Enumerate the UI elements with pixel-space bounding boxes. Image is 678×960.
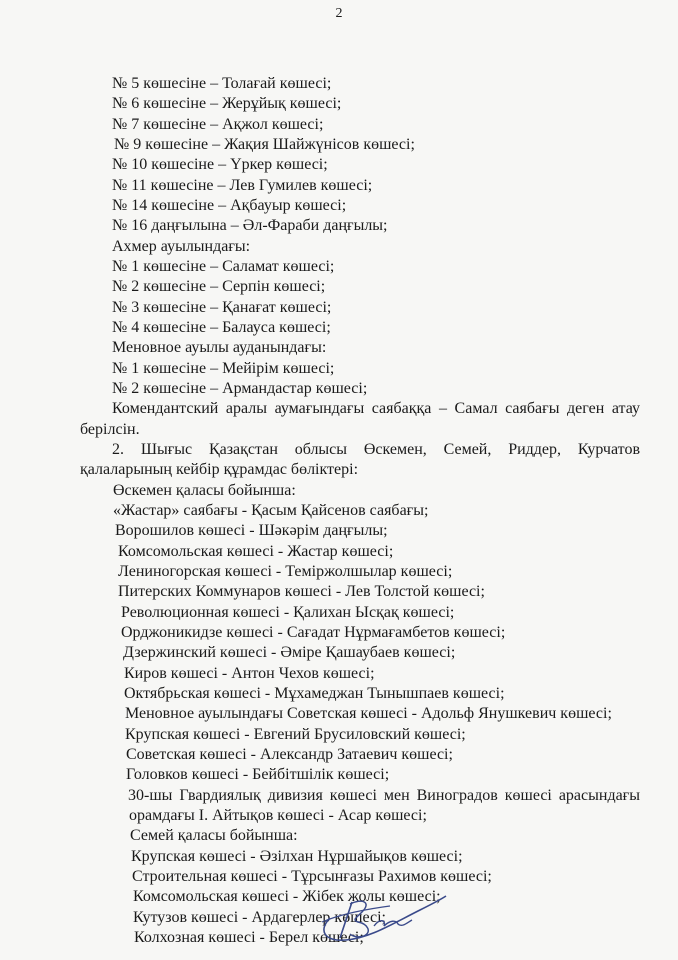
text-line: Крупская көшесі - Әзілхан Нұршайықов көшесі; bbox=[131, 847, 463, 865]
text-line: Колхозная көшесі - Берел көшесі; bbox=[134, 929, 364, 946]
text-line: Киров көшесі - Антон Чехов көшесі; bbox=[124, 664, 375, 682]
text-line: № 1 көшесіне – Мейірім көшесі; bbox=[112, 359, 335, 377]
signature-icon bbox=[300, 880, 450, 950]
text-line: № 11 көшесіне – Лев Гумилев көшесі; bbox=[112, 176, 373, 194]
text-line: Революционная көшесі - Қалихан Ысқақ көшесі; bbox=[121, 603, 455, 621]
text-line: Семей қаласы бойынша: bbox=[130, 827, 298, 845]
text-line: № 1 көшесіне – Саламат көшесі; bbox=[112, 258, 335, 275]
text-line: Комсомольская көшесі - Жастар көшесі; bbox=[118, 542, 394, 560]
text-line: Ахмер ауылындағы: bbox=[112, 237, 251, 255]
text-line: Меновное ауылы ауданындағы: bbox=[112, 339, 327, 357]
text-line: № 10 көшесіне – Үркер көшесі; bbox=[112, 156, 328, 174]
text-line: № 2 көшесіне – Серпін көшесі; bbox=[112, 278, 326, 296]
text-line: № 5 көшесіне – Толағай көшесі; bbox=[112, 75, 332, 92]
text-line: № 7 көшесіне – Ақжол көшесі; bbox=[112, 115, 324, 133]
text-line: қалаларының кейбір құрамдас бөліктері: bbox=[80, 461, 359, 479]
text-line: Орджоникидзе көшесі - Сағадат Нұрмағамбетов көшесі; bbox=[121, 624, 506, 641]
text-line: Строительная көшесі - Тұрсынғазы Рахимов көшесі; bbox=[132, 868, 492, 885]
text-line: Комсомольская көшесі - Жібек жолы көшесі; bbox=[133, 888, 441, 906]
text-line: № 16 даңғылына – Әл-Фараби даңғылы; bbox=[112, 217, 388, 235]
text-line: Дзержинский көшесі - Әміре Қашаубаев көшесі; bbox=[123, 644, 456, 662]
text-line: № 6 көшесіне – Жерұйық көшесі; bbox=[112, 95, 342, 113]
page-number: 2 bbox=[335, 6, 343, 21]
text-line: орамдағы І. Айтықов көшесі - Асар көшесі; bbox=[129, 807, 427, 824]
text-line: Головков көшесі - Бейбітшілік көшесі; bbox=[126, 766, 390, 784]
text-line: № 4 көшесіне – Балауса көшесі; bbox=[112, 319, 331, 336]
text-line: Комендантский аралы аумағындағы саябаққа – Самал саябағы деген атау bbox=[112, 400, 640, 418]
text-line: № 3 көшесіне – Қанағат көшесі; bbox=[112, 298, 332, 316]
text-line: 30-шы Гвардиялық дивизия көшесі мен Виноградов көшесі арасындағы bbox=[128, 786, 640, 804]
text-line: Лениногорская көшесі - Теміржолшылар көшесі; bbox=[118, 563, 453, 580]
text-line: «Жастар» саябағы - Қасым Қайсенов саябағы; bbox=[113, 502, 429, 519]
text-line: Меновное ауылындағы Советская көшесі - Адольф Янушкевич көшесі; bbox=[125, 705, 612, 723]
text-line: Өскемен қаласы бойынша: bbox=[113, 481, 296, 499]
text-line: № 9 көшесіне – Жақия Шайжүнісов көшесі; bbox=[114, 136, 415, 153]
text-line: № 14 көшесіне – Ақбауыр көшесі; bbox=[112, 197, 347, 214]
text-line: № 2 көшесіне – Армандастар көшесі; bbox=[112, 380, 368, 397]
text-line: Ворошилов көшесі - Шәкәрім даңғылы; bbox=[115, 522, 388, 540]
text-line: Питерских Коммунаров көшесі - Лев Толстой көшесі; bbox=[118, 583, 485, 601]
text-line: 2. Шығыс Қазақстан облысы Өскемен, Семей, Риддер, Курчатов bbox=[112, 441, 640, 458]
text-line: Крупская көшесі - Евгений Брусиловский көшесі; bbox=[125, 725, 466, 743]
text-line: Кутузов көшесі - Ардагерлер көшесі; bbox=[133, 908, 386, 926]
text-line: берілсін. bbox=[80, 420, 140, 438]
text-line: Октябрьская көшесі - Мұхамеджан Тынышпаев көшесі; bbox=[124, 685, 505, 702]
text-line: Советская көшесі - Александр Затаевич көшесі; bbox=[126, 746, 453, 763]
